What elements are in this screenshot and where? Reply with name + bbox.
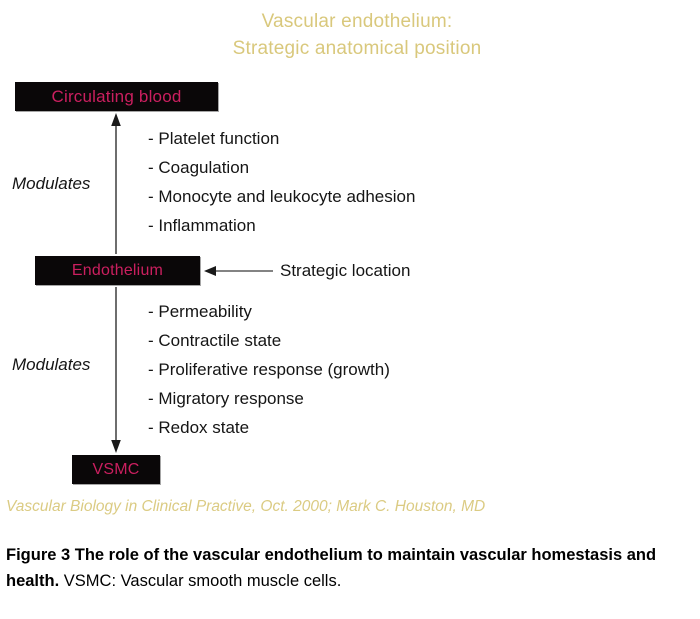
arrow-down-to-vsmc — [105, 287, 127, 453]
box-circulating-blood-label: Circulating blood — [51, 86, 182, 106]
box-endothelium — [35, 256, 200, 285]
modulates-label-lower: Modulates — [12, 355, 91, 374]
list-item: - Platelet function — [148, 129, 280, 148]
figure-caption-regular: VSMC: Vascular smooth muscle cells. — [59, 572, 342, 590]
list-item: - Migratory response — [148, 389, 304, 408]
arrow-up-to-circulating-blood — [105, 113, 127, 254]
list-item: - Permeability — [148, 302, 252, 321]
list-item: - Redox state — [148, 418, 250, 437]
list-item: - Contractile state — [148, 331, 282, 350]
strategic-location-annotation — [203, 258, 410, 284]
list-item: - Coagulation — [148, 158, 250, 177]
figure-caption-bold: Figure 3 The role of the vascular endothelium to maintain vascular homestasis and health. — [6, 546, 657, 590]
box-vsmc-label: VSMC — [92, 460, 140, 478]
figure-title-line-1: Vascular endothelium: — [261, 11, 453, 32]
list-item: - Monocyte and leukocyte adhesion — [148, 187, 416, 206]
list-item: - Inflammation — [148, 216, 256, 235]
figure-title — [0, 8, 700, 62]
list-item: - Proliferative response (growth) — [148, 360, 390, 379]
box-endothelium-label: Endothelium — [71, 261, 164, 279]
modulates-label-upper: Modulates — [12, 174, 91, 193]
citation-line: Vascular Biology in Clinical Practive, Oct. 2000; Mark C. Houston, MD — [6, 498, 486, 515]
box-vsmc — [72, 455, 160, 484]
figure-title-line-2: Strategic anatomical position — [232, 38, 482, 59]
box-circulating-blood — [15, 82, 218, 111]
arrow-left-icon — [203, 263, 273, 279]
strategic-location-label: Strategic location — [280, 261, 411, 280]
list-blood-functions — [148, 124, 415, 240]
figure-caption — [6, 542, 694, 594]
list-vsmc-functions — [148, 297, 390, 442]
